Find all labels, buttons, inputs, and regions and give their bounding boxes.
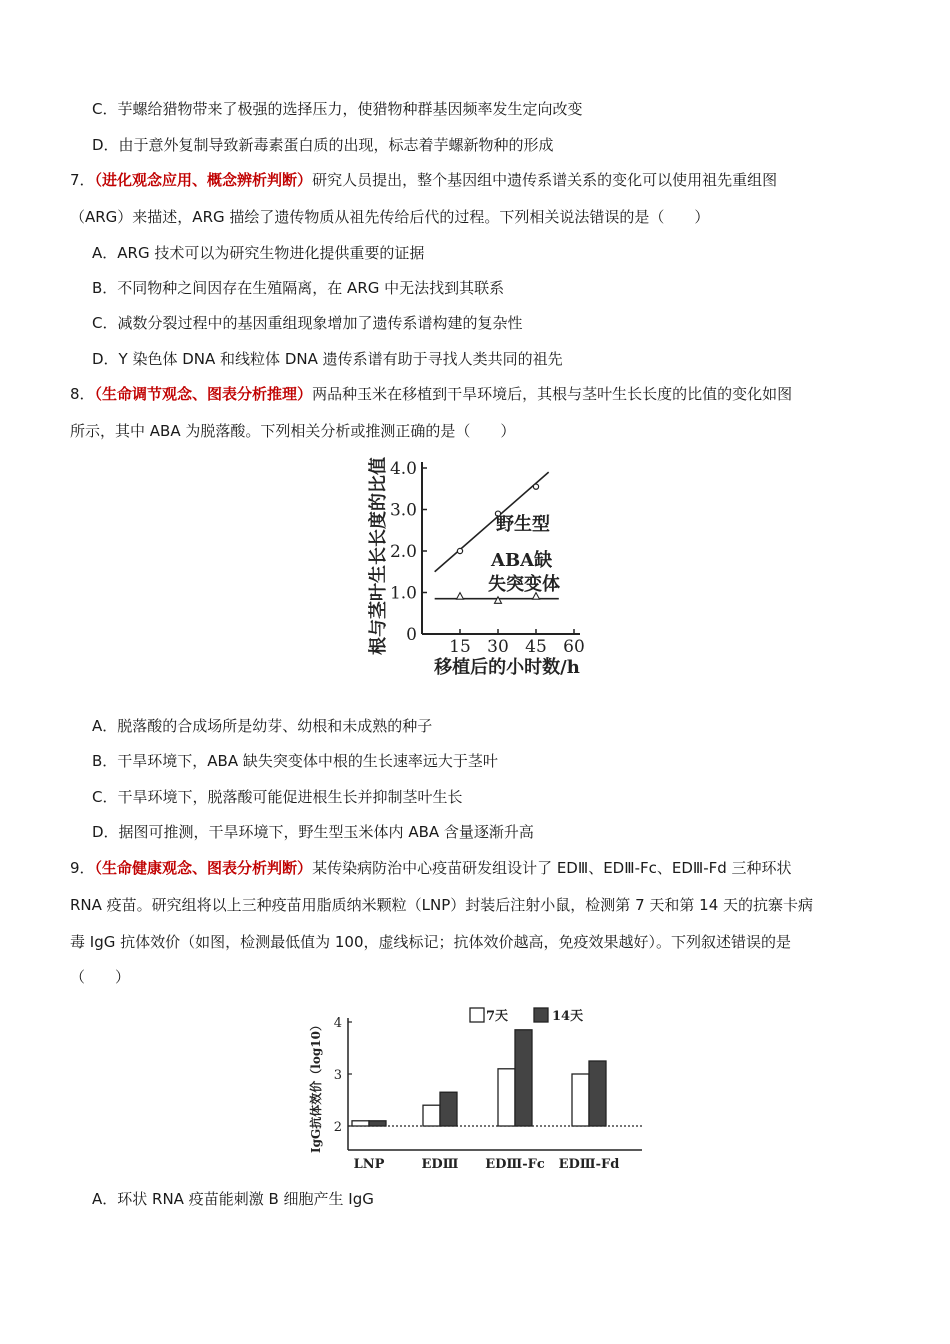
q8-y-tick-label: 4.0 (389, 459, 417, 479)
q8-option-b: B．干旱环境下，ABA 缺失突变体中根的生长速率远大于茎叶 (92, 752, 498, 770)
q8-option-a: A．脱落酸的合成场所是幼芽、幼根和未成熟的种子 (92, 717, 433, 735)
q9-category-label: LNP (353, 1157, 385, 1172)
q9-legend-swatch-14d (534, 1008, 548, 1022)
q9-y-axis-label: IgG抗体效价（log10） (309, 1019, 323, 1153)
q9-stem-line1 (70, 857, 792, 879)
q9-category-label: EDⅢ-Fd (558, 1157, 620, 1172)
q9-legend-swatch-7d (470, 1008, 484, 1022)
q9-bar-14d (440, 1092, 457, 1126)
q8-y-axis-label: 根与茎叶生长长度的比值 (368, 457, 389, 655)
q7-option-c: C．减数分裂过程中的基因重组现象增加了遗传系谱构建的复杂性 (92, 314, 523, 332)
q9-stem-line4: （ ） (70, 968, 131, 986)
q9-y-tick-label: 3 (333, 1068, 342, 1083)
q8-label-aba-mutant-2: 失突变体 (488, 574, 560, 595)
q8-stem-line1 (70, 383, 792, 405)
q8-aba-mutant-point (457, 593, 464, 600)
q8-x-tick-label: 60 (563, 637, 585, 657)
q9-legend-label-14d: 14天 (552, 1009, 584, 1024)
q8-option-c: C．干旱环境下，脱落酸可能促进根生长并抑制茎叶生长 (92, 788, 463, 806)
q7-stem-line2: （ARG）来描述，ARG 描绘了遗传物质从祖先传给后代的过程。下列相关说法错误的是（ ） (70, 208, 710, 226)
q8-x-tick-label: 30 (487, 637, 509, 657)
q9-y-tick-label: 2 (333, 1120, 342, 1135)
q9-bar-7d (352, 1121, 369, 1126)
q8-label-aba-mutant-1: ABA缺 (491, 550, 553, 571)
q8-wild-type-point (457, 548, 462, 553)
q8-y-tick-label: 0 (406, 625, 417, 645)
q8-y-tick-label: 2.0 (389, 542, 417, 562)
q9-bar-7d (423, 1105, 440, 1126)
q8-x-axis-label: 移植后的小时数/h (434, 657, 580, 678)
q9-bar-7d (498, 1069, 515, 1126)
q8-wild-type-point (533, 484, 538, 489)
q9-category-label: EDⅢ (421, 1157, 459, 1172)
q8-stem-text: 两品种玉米在移植到干旱环境后，其根与茎叶生长长度的比值的变化如图 (312, 385, 793, 403)
q9-bar-14d (369, 1121, 386, 1126)
q7-option-a: A．ARG 技术可以为研究生物进化提供重要的证据 (92, 244, 425, 262)
q8-number: 8． (70, 385, 95, 403)
q8-stem-line2: 所示，其中 ABA 为脱落酸。下列相关分析或推测正确的是（ ） (70, 422, 516, 440)
q9-bar-14d (515, 1030, 532, 1126)
q7-stem-line1 (70, 169, 777, 191)
q8-y-tick-label: 3.0 (389, 500, 417, 521)
q8-y-tick-label: 1.0 (389, 583, 417, 604)
q8-x-tick-label: 45 (525, 637, 547, 657)
q9-y-tick-label: 4 (333, 1016, 342, 1031)
q6-option-c: C．芋螺给猎物带来了极强的选择压力，使猎物种群基因频率发生定向改变 (92, 100, 583, 118)
q8-option-d: D．据图可推测，干旱环境下，野生型玉米体内 ABA 含量逐渐升高 (92, 823, 534, 841)
q9-tag: （生命健康观念、图表分析判断） (94, 859, 313, 877)
q8-x-tick-label: 15 (449, 637, 471, 657)
q8-tag: （生命调节观念、图表分析推理） (94, 385, 313, 403)
q9-number: 9． (70, 859, 95, 877)
q9-legend-label-7d: 7天 (486, 1009, 509, 1024)
q7-tag: （进化观念应用、概念辨析判断） (94, 171, 313, 189)
q9-stem-line2: RNA 疫苗。研究组将以上三种疫苗用脂质纳米颗粒（LNP）封装后注射小鼠，检测第 7 天和第 14 天的抗寨卡病 (70, 896, 814, 914)
q8-aba-mutant-point (495, 597, 502, 604)
q9-stem-text: 某传染病防治中心疫苗研发组设计了 EDⅢ、EDⅢ-Fc、EDⅢ-Fd 三种环状 (312, 859, 792, 877)
q7-option-b: B．不同物种之间因存在生殖隔离，在 ARG 中无法找到其联系 (92, 279, 505, 297)
q9-stem-line3: 毒 IgG 抗体效价（如图，检测最低值为 100，虚线标记；抗体效价越高，免疫效果越好）。下列叙述错误的是 (70, 933, 792, 951)
q9-bar-7d (572, 1074, 589, 1126)
q7-number: 7． (70, 171, 95, 189)
q9-bar-14d (589, 1061, 606, 1126)
q8-label-wild-type: 野生型 (496, 514, 550, 535)
q6-option-d: D．由于意外复制导致新毒素蛋白质的出现，标志着芋螺新物种的形成 (92, 136, 554, 154)
q9-bar-chart (300, 1000, 650, 1180)
q7-stem-text: 研究人员提出，整个基因组中遗传系谱关系的变化可以使用祖先重组图 (312, 171, 778, 189)
q7-option-d: D．Y 染色体 DNA 和线粒体 DNA 遗传系谱有助于寻找人类共同的祖先 (92, 350, 563, 368)
q9-category-label: EDⅢ-Fc (485, 1157, 545, 1172)
q9-option-a: A．环状 RNA 疫苗能刺激 B 细胞产生 IgG (92, 1190, 374, 1208)
q8-line-chart (360, 452, 600, 684)
